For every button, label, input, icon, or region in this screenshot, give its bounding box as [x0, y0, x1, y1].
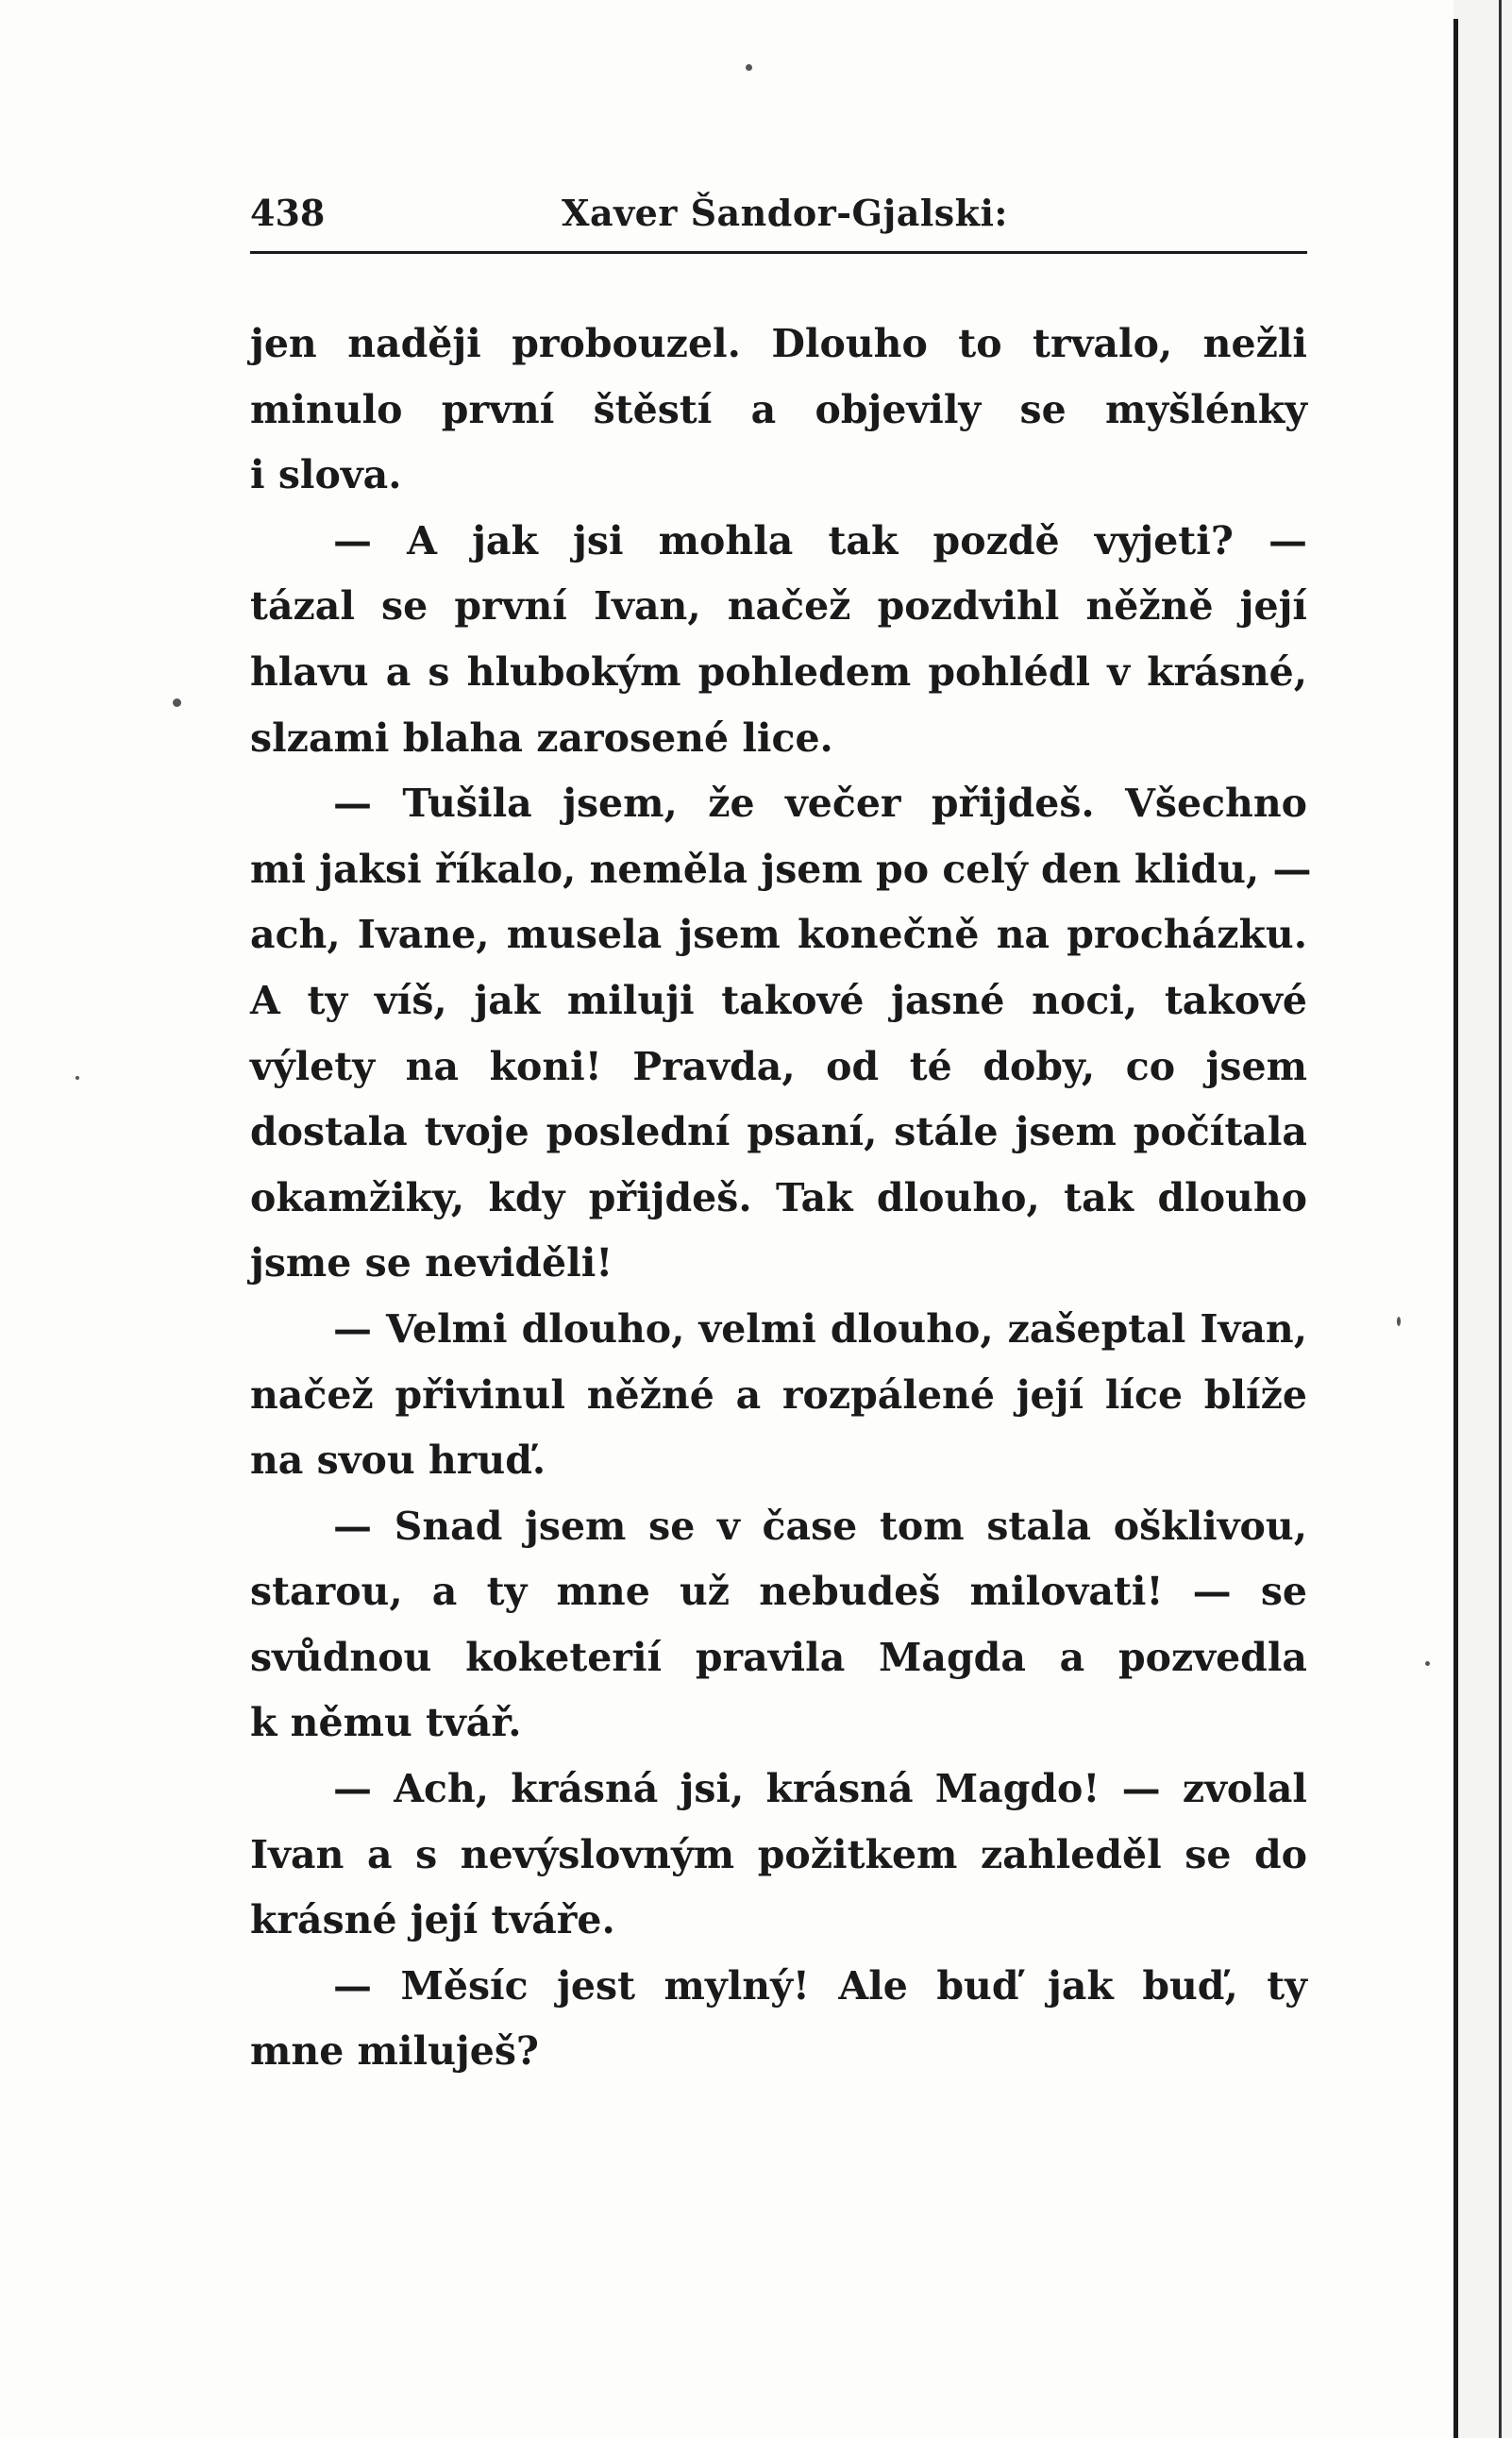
scan-speck [76, 1076, 79, 1080]
page-edge-line [1453, 19, 1458, 2438]
page-header [250, 184, 1307, 250]
page-edge-shadow [1453, 0, 1512, 2438]
scan-speck [173, 698, 181, 707]
text-line: — Ach, krásná jsi, krásná Magdo! — zvolal [333, 1766, 1307, 1812]
scan-speck [1397, 1317, 1401, 1326]
text-line: — Tušila jsem, že večer přijdeš. Všechno [333, 781, 1307, 827]
text-line: tázal se první Ivan, načež pozdvihl něžně její [250, 583, 1307, 630]
text-line: krásné její tváře. [250, 1897, 615, 1943]
page-edge-line-outer [1499, 0, 1502, 2438]
text-line: mne miluješ? [250, 2028, 539, 2075]
text-line: na svou hruď. [250, 1438, 546, 1484]
header-rule [250, 251, 1307, 254]
text-line: hlavu a s hlubokým pohledem pohlédl v krásné, [250, 648, 1307, 695]
text-line: okamžiky, kdy přijdeš. Tak dlouho, tak dlouho [250, 1174, 1307, 1220]
scan-speck [1425, 1661, 1430, 1666]
text-line: — Měsíc jest mylný! Ale buď jak buď, ty [333, 1962, 1307, 2009]
scan-speck [746, 64, 752, 71]
text-line: k němu tvář. [250, 1700, 522, 1746]
text-line: i slova. [250, 452, 402, 498]
text-line: — Velmi dlouho, velmi dlouho, zašeptal Ivan, [333, 1305, 1307, 1352]
running-head: Xaver Šandor-Gjalski: [562, 192, 1008, 234]
text-line: ach, Ivane, musela jsem konečně na procházku. [250, 912, 1307, 958]
text-line: Ivan a s nevýslovným požitkem zahleděl se do [250, 1831, 1307, 1877]
text-line: svůdnou koketerií pravila Magda a pozvedla [250, 1634, 1307, 1680]
text-line: minulo první štěstí a objevily se myšlénky [250, 386, 1307, 432]
text-line: — Snad jsem se v čase tom stala ošklivou, [333, 1503, 1307, 1549]
text-line: starou, a ty mne už nebudeš milovati! — se [250, 1569, 1307, 1615]
text-line: dostala tvoje poslední psaní, stále jsem počítala [250, 1109, 1307, 1155]
body-text [250, 311, 1312, 2085]
text-line: výlety na koni! Pravda, od té doby, co jsem [250, 1043, 1307, 1089]
text-line: slzami blaha zarosené lice. [250, 715, 833, 761]
text-line: — A jak jsi mohla tak pozdě vyjeti? — [333, 517, 1307, 563]
text-line: jsme se neviděli! [250, 1240, 613, 1286]
text-line: A ty víš, jak miluji takové jasné noci, takové [250, 977, 1307, 1023]
text-line: mi jaksi říkalo, neměla jsem po celý den klidu, — [250, 846, 1312, 892]
text-line: načež přivinul něžné a rozpálené její líce blíže [250, 1371, 1307, 1418]
text-line: jen naději probouzel. Dlouho to trvalo, nežli [250, 321, 1307, 366]
page-number: 438 [250, 192, 326, 234]
